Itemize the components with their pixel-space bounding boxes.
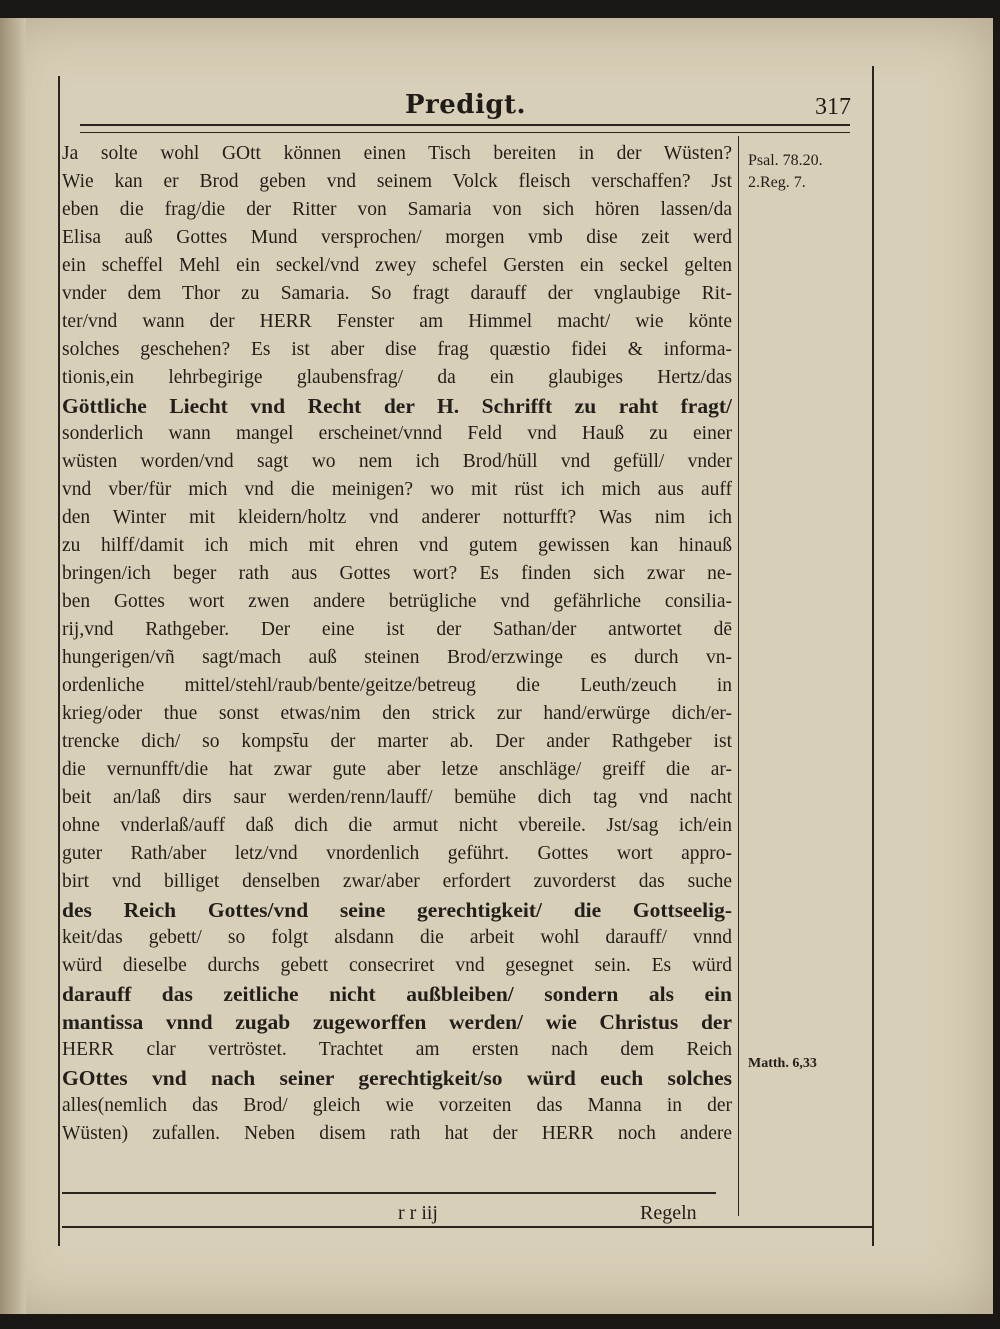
text-line: beit an/laß dirs saur werden/renn/lauff/ bemühe dich tag vnd nacht [62,787,732,808]
text-line: Göttliche Liecht vnd Recht der H. Schrifft zu raht fragt/ [62,394,732,418]
text-line: mantissa vnnd zugab zugeworffen werden/ wie Christus der [62,1010,732,1034]
footer-rule-short [62,1192,716,1194]
text-line: Ja solte wohl GOtt können einen Tisch bereiten in der Wüsten? [62,143,732,164]
text-line: eben die frag/die der Ritter von Samaria von sich hören lassen/da [62,199,732,220]
header-rule-bottom [80,132,850,133]
margin-note-matthew: Matth. 6,33 [748,1056,817,1071]
margin-note-psalm: Psal. 78.20. [748,152,823,169]
text-line: den Winter mit kleidern/holtz vnd anderer notturfft? Was nim ich [62,507,732,528]
footer-rule-long [62,1226,872,1228]
left-frame-rule [58,76,60,1246]
text-line: wüsten worden/vnd sagt wo nem ich Brod/hüll vnd gefüll/ vnder [62,451,732,472]
text-line: Wie kan er Brod geben vnd seinem Volck fleisch verschaffen? Jst [62,171,732,192]
running-head: Predigt. [405,90,527,120]
margin-notes [748,150,866,194]
text-line: ben Gottes wort zwen andere betrügliche vnd gefährliche consilia- [62,591,732,612]
text-line: sonderlich wann mangel erscheinet/vnnd Feld vnd Hauß zu einer [62,423,732,444]
text-line: vnder dem Thor zu Samaria. So fragt darauff der vnglaubige Rit- [62,283,732,304]
text-line: birt vnd billiget denselben zwar/aber erfordert zuvorderst das suche [62,871,732,892]
right-frame-rule [872,66,874,1246]
text-line: alles(nemlich das Brod/ gleich wie vorzeiten das Manna in der [62,1095,732,1116]
text-line: keit/das gebett/ so folgt alsdann die arbeit wohl darauff/ vnnd [62,927,732,948]
catchword: Regeln [640,1202,697,1224]
text-line: würd dieselbe durchs gebett consecriret vnd gesegnet sein. Es würd [62,955,732,976]
text-line: solches geschehen? Es ist aber dise frag quæstio fidei & informa- [62,339,732,360]
margin-note-kings: 2.Reg. 7. [748,174,806,191]
text-line: Wüsten) zufallen. Neben disem rath hat der HERR noch andere [62,1123,732,1144]
text-line: des Reich Gottes/vnd seine gerechtigkeit/ die Gottseelig- [62,898,732,922]
header-rule-top [80,124,850,126]
book-spine-shadow [0,18,26,1314]
text-line: HERR clar vertröstet. Trachtet am ersten nach dem Reich [62,1039,732,1060]
text-line: ter/vnd wann der HERR Fenster am Himmel macht/ wie könte [62,311,732,332]
text-line: ein scheffel Mehl ein seckel/vnd zwey schefel Gersten ein seckel gelten [62,255,732,276]
text-line: vnd vber/für mich vnd die meinigen? wo mit rüst ich mich aus auff [62,479,732,500]
text-line: zu hilff/damit ich mich mit ehren vnd gutem gewissen kan hinauß [62,535,732,556]
text-line: ordenliche mittel/stehl/raub/bente/geitze/betreug die Leuth/zeuch in [62,675,732,696]
text-line: darauff das zeitliche nicht außbleiben/ sondern als ein [62,982,732,1006]
text-line: guter Rath/aber letz/vnd vnordenlich geführt. Gottes wort appro- [62,843,732,864]
text-line: GOttes vnd nach seiner gerechtigkeit/so würd euch solches [62,1066,732,1090]
text-line: bringen/ich beger rath aus Gottes wort? Es finden sich zwar ne- [62,563,732,584]
text-line: tionis,ein lehrbegirige glaubensfrag/ da ein glaubiges Hertz/das [62,367,732,388]
text-line: ohne vnderlaß/auff daß dich die armut nicht vbereile. Jst/sag ich/ein [62,815,732,836]
sermon-body-text [62,140,732,1148]
text-line: Elisa auß Gottes Mund versprochen/ morgen vmb dise zeit werd [62,227,732,248]
page-number: 317 [815,94,851,120]
signature-mark: r r iij [398,1202,438,1224]
text-line: hungerigen/vñ sagt/mach auß steinen Brod/erzwinge es durch vn- [62,647,732,668]
text-line: trencke dich/ so kompst̄u der marter ab. Der ander Rathgeber ist [62,731,732,752]
text-line: rij,vnd Rathgeber. Der eine ist der Sathan/der antwortet dē [62,619,732,640]
text-line: krieg/oder thue sonst etwas/nim den strick zur hand/erwürge dich/er- [62,703,732,724]
text-line: die vernunfft/die hat zwar gute aber letze anschläge/ greiff die ar- [62,759,732,780]
text-column-rule [738,136,739,1216]
